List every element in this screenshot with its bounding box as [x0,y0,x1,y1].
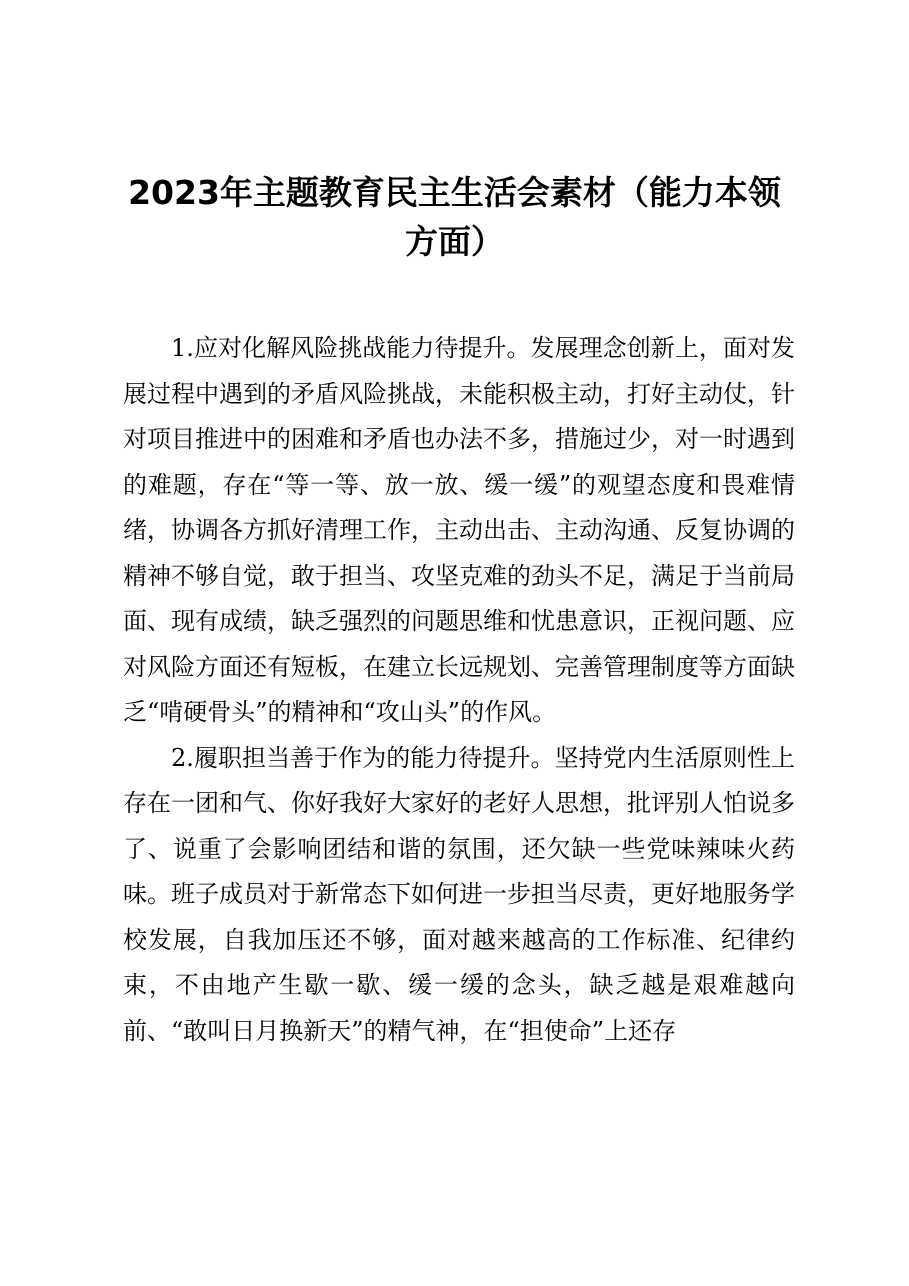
document-body [123,326,795,1054]
paragraph-2: 2.履职担当善于作为的能力待提升。坚持党内生活原则性上存在一团和气、你好我好大家好的老好人思想，批评别人怕说多了、说重了会影响团结和谐的氛围，还欠缺一些党味辣味火药味。班子成员对于新常态下如何进一步担当尽责，更好地服务学校发展，自我加压还不够，面对越来越高的工作标准、纪律约束，不由地产生歇一歇、缓一缓的念头，缺乏越是艰难越向前、“敢叫日月换新天”的精气神，在“担使命”上还存 [123,743,795,1045]
paragraph-1: 1.应对化解风险挑战能力待提升。发展理念创新上，面对发展过程中遇到的矛盾风险挑战，未能积极主动，打好主动仗，针对项目推进中的困难和矛盾也办法不多，措施过少，对一时遇到的难题，存在“等一等、放一放、缓一缓”的观望态度和畏难情绪，协调各方抓好清理工作，主动出击、主动沟通、反复协调的精神不够自觉，敢于担当、攻坚克难的劲头不足，满足于当前局面、现有成绩，缺乏强烈的问题思维和忧患意识，正视问题、应对风险方面还有短板，在建立长远规划、完善管理制度等方面缺乏“啃硬骨头”的精神和“攻山头”的作风。 [123,334,795,726]
document-title: 2023年主题教育民主生活会素材（能力本领方面） [128,173,781,261]
